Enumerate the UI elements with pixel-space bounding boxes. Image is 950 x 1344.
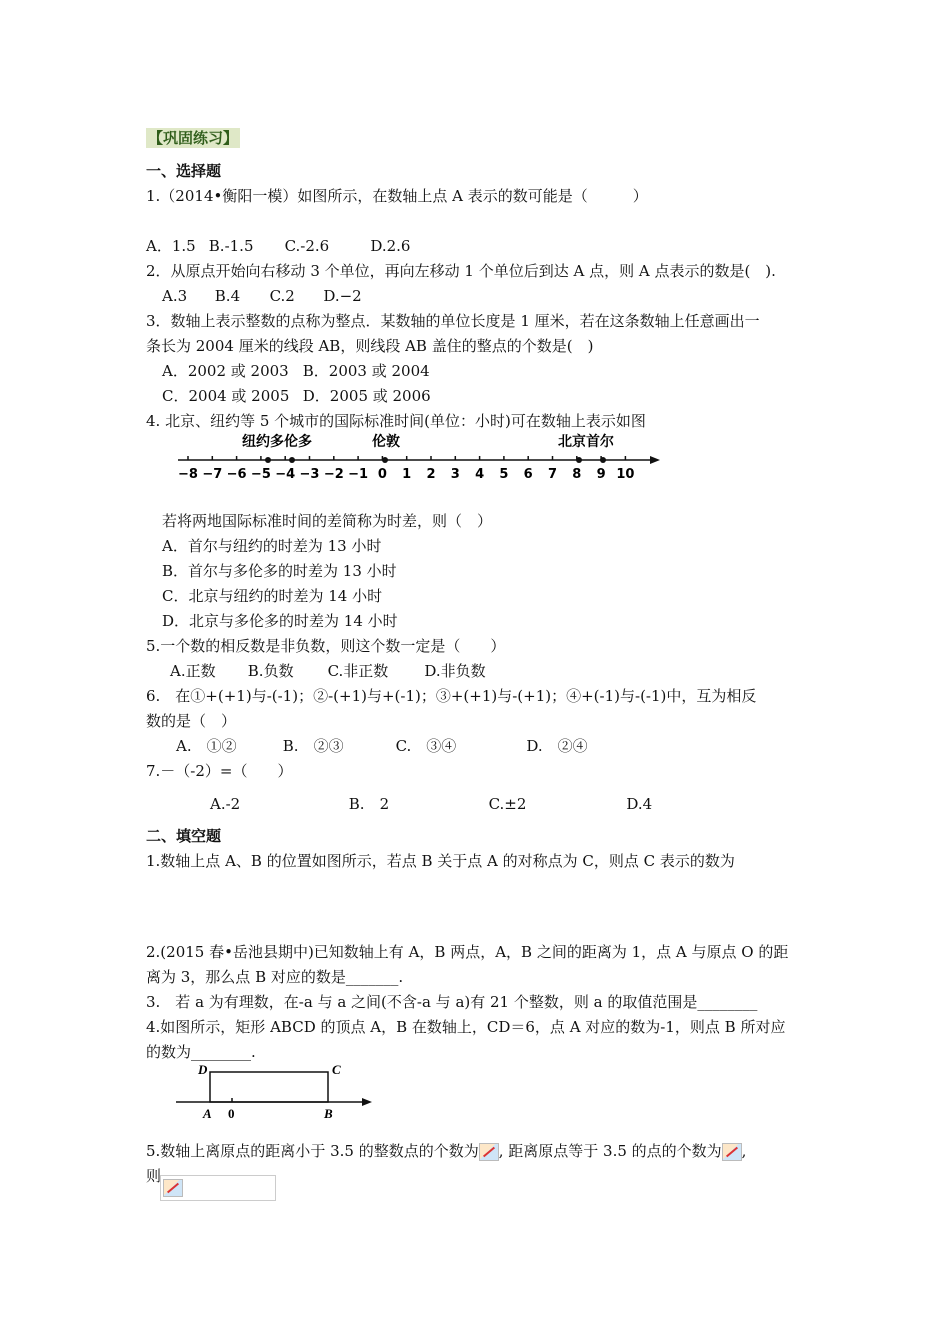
broken-image-icon [722,1143,742,1161]
q7-text: 7.－（-2）=（ ） [146,762,293,780]
axis-tick-label: −5 [250,467,271,482]
q3-options-row1 [162,361,430,381]
point-new-york [265,457,271,463]
axis-tick-label: 3 [450,467,460,482]
q4-option-d: D．北京与多伦多的时差为 14 小时 [162,612,398,630]
label-beijing-seoul: 北京首尔 [558,434,614,450]
axis-tick-label: 9 [596,467,606,482]
axis-tick-label: 0 [377,467,387,482]
axis-tick-label: 6 [523,467,533,482]
label-london: 伦敦 [372,434,400,450]
q6-option-b: B. ②③ [282,737,344,755]
q6-options [176,736,588,756]
point-london [382,457,388,463]
f2-text-line2: 离为 3，那么点 B 对应的数是_______. [146,968,404,986]
label-zero: 0 [228,1106,235,1121]
f1-text: 1.数轴上点 A、B 的位置如图所示，若点 B 关于点 A 的对称点为 C，则点 C 表示的数为 [146,852,735,870]
axis-tick-label: 7 [547,467,558,482]
axis-tick-label: −1 [348,467,369,482]
f5-text-part2: , 距离原点等于 3.5 的点的个数为 [498,1142,722,1160]
q7-option-c: C.±2 [488,795,527,813]
q2-option-a: A.3 [162,287,188,305]
q7-option-b: B. 2 [348,795,390,813]
q4-option-c: C．北京与纽约的时差为 14 小时 [162,587,383,605]
q5-option-c: C.非正数 [327,662,389,680]
answer-box[interactable] [160,1175,276,1201]
axis-tick-label: 1 [402,467,412,482]
f4-text-line2: 的数为________. [146,1043,256,1061]
q3-text-line1: 3．数轴上表示整数的点称为整点．某数轴的单位长度是 1 厘米，若在这条数轴上任意画出一 [146,312,760,330]
axis-tick-label: 2 [426,467,436,482]
label-c: C [332,1062,341,1077]
f3-text: 3. 若 a 为有理数，在-a 与 a 之间(不含-a 与 a)有 21 个整数，则 a 的取值范围是________ [146,993,758,1011]
q3-option-b: B．2003 或 2004 [302,362,430,380]
q5-option-d: D.非负数 [424,662,486,680]
f5-text-part3: , [741,1142,747,1160]
q4-option-b: B．首尔与多伦多的时差为 13 小时 [162,562,397,580]
q4-text: 4. 北京、纽约等 5 个城市的国际标准时间(单位：小时)可在数轴上表示如图 [146,412,646,430]
axis-tick-label: −2 [323,467,344,482]
f4-text-line1: 4.如图所示，矩形 ABCD 的顶点 A，B 在数轴上，CD＝6，点 A 对应的数为-1，则点 B 所对应 [146,1018,786,1036]
f4-rectangle-figure [170,1060,380,1122]
point-beijing [576,457,582,463]
point-seoul [600,457,606,463]
q6-text-line1: 6. 在①+(+1)与-(-1)；②-(+1)与+(-1)；③+(+1)与-(+1)；④+(-1)与-(-1)中，互为相反 [146,687,757,705]
q6-option-a: A. ①② [176,737,237,755]
q4-number-line-figure [170,430,670,486]
label-a: A [203,1106,212,1121]
q6-option-c: C. ③④ [395,737,457,755]
part2-title: 二、填空题 [146,827,222,845]
q3-option-d: D．2005 或 2006 [302,387,431,405]
q6-text-line2: 数的是（ ） [146,712,237,730]
q2-option-b: B.4 [214,287,241,305]
q5-option-b: B.负数 [247,662,294,680]
q2-text: 2．从原点开始向右移动 3 个单位，再向左移动 1 个单位后到达 A 点，则 A 点表示的数是( ). [146,262,776,280]
q3-options-row2 [162,386,431,406]
q4-option-a: A．首尔与纽约的时差为 13 小时 [162,537,382,555]
q2-option-d: D.−2 [323,287,362,305]
label-b: B [324,1106,333,1121]
q7-option-d: D.4 [626,795,653,813]
axis-tick-label: 10 [616,467,635,482]
f4-axis-arrow [362,1098,372,1106]
f5-text-part1: 5.数轴上离原点的距离小于 3.5 的整数点的个数为 [146,1142,479,1160]
q6-option-d: D. ②④ [526,737,588,755]
label-ny-toronto: 纽约多伦多 [242,434,312,450]
q5-options [170,661,486,681]
q5-text: 5.一个数的相反数是非负数，则这个数一定是（ ） [146,637,506,655]
q1-text: 1.（2014•衡阳一模）如图所示，在数轴上点 A 表示的数可能是（ ） [146,187,648,205]
f5-text-line1 [146,1141,746,1161]
q3-option-a: A．2002 或 2003 [162,362,289,380]
q2-option-c: C.2 [269,287,295,305]
q3-text-line2: 条长为 2004 厘米的线段 AB，则线段 AB 盖住的整点的个数是( ) [146,337,594,355]
q1-option-d: D.2.6 [370,237,411,255]
q7-options [210,794,652,814]
axis-tick-label: 5 [499,467,509,482]
broken-image-icon [479,1143,499,1161]
axis-arrow [650,456,660,464]
f2-text-line1: 2.(2015 春•岳池县期中)已知数轴上有 A，B 两点，A，B 之间的距离为 1，点 A 与原点 O 的距 [146,943,789,961]
q4-prompt: 若将两地国际标准时间的差简称为时差，则（ ） [162,512,493,530]
broken-image-icon [163,1179,183,1197]
q1-options [146,236,410,256]
q1-option-c: C.-2.6 [284,237,330,255]
rectangle-abcd [210,1072,328,1102]
q2-options [162,286,362,306]
q3-option-c: C．2004 或 2005 [162,387,290,405]
axis-tick-label: −3 [299,467,320,482]
point-toronto [289,457,295,463]
axis-tick-label: −8 [178,467,198,482]
section-tag: 【巩固练习】 [148,129,239,147]
axis-tick-label: 4 [475,467,485,482]
q5-option-a: A.正数 [170,662,216,680]
q1-option-a: A．1.5 [146,237,196,255]
label-d: D [198,1062,208,1077]
q7-option-a: A.-2 [210,795,241,813]
f5-text-line2: 则 [146,1167,162,1185]
axis-tick-label: 8 [572,467,582,482]
q1-option-b: B.-1.5 [208,237,254,255]
axis-tick-label: −7 [202,467,223,482]
axis-tick-label: −6 [226,467,247,482]
axis-tick-label: −4 [275,467,296,482]
part1-title: 一、选择题 [146,162,222,180]
